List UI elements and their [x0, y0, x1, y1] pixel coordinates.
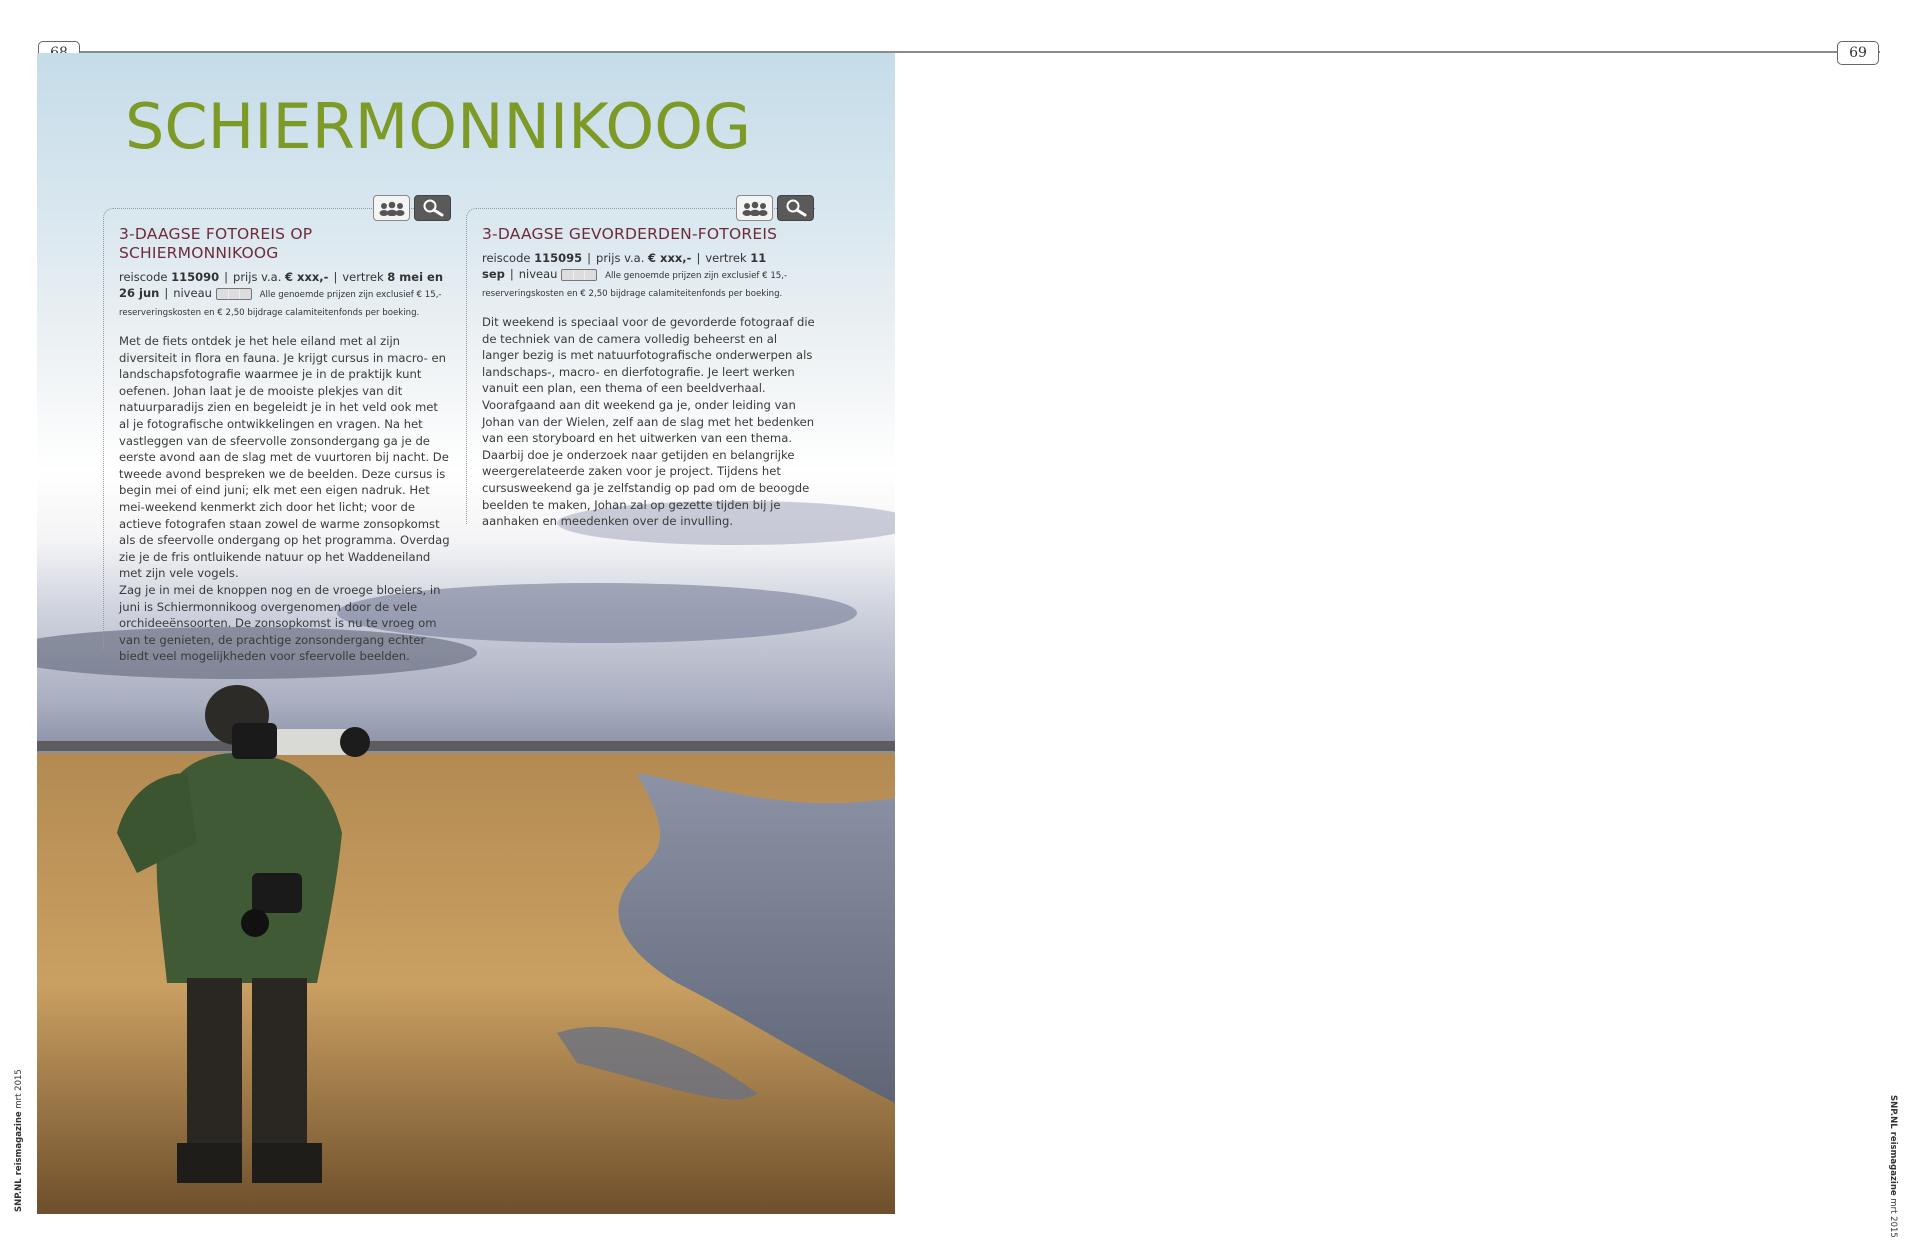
page-title: SCHIERMONNIKOOG	[125, 90, 752, 163]
article-2-icons	[736, 195, 814, 221]
group-icon[interactable]	[373, 195, 410, 221]
article-2-heading: 3-DAAGSE GEVORDERDEN-FOTOREIS	[482, 225, 778, 243]
article-2-prijs: € xxx,-	[648, 251, 692, 265]
article-1-vertrek: 8 mei en 26 jun	[119, 270, 444, 300]
article-2-reiscode: 115095	[534, 251, 583, 265]
article-2-body: Dit weekend is speciaal voor de gevorderde fotograaf die de techniek van de camera volledig beheerst en al langer bezig is met natuurfotografische onderwerpen als landschaps-, macro- en dierfotografie. Je leert werken vanuit een plan, een thema of een beeldverhaal. Voorafgaand aan dit weekend ga je, onder leiding van Johan van der Wielen, zelf aan de slag met het bedenken van een storyboard en het uitwerken van een thema. Daarbij doe je onderzoek naar getijden en belangrijke weergerelateerde zaken voor je project. Tijdens het cursusweekend ga je zelfstandig op pad om de beoogde beelden te maken, Johan zal op gezette tijden bij je aanhaken en meedenken over de invulling.	[482, 315, 815, 529]
article-1-heading: 3-DAAGSE FOTOREIS OP SCHIERMONNIKOOG	[119, 225, 313, 262]
article-1-body: Met de fiets ontdek je het hele eiland met al zijn diversiteit in flora en fauna. Je krijgt cursus in macro- en landschapsfotografie waarmee je in de praktijk kunt oefenen. Johan laat je de mooiste plekjes van dit natuurparadijs zien en begeleidt je in het veld ook met al je fotografische ontwikkelingen en vragen. Na het vastleggen van de sfeervolle zonsondergang ga je de eerste avond aan de slag met de vuurtoren bij nacht. De tweede avond bespreken we de beelden. Deze cursus is begin mei of eind juni; elk met een eigen nadruk. Het mei-weekend kenmerkt zich door het licht; voor de actieve fotografen staan zowel de warme zonsopkomst als de sfeervolle ondergang op het programma. Overdag zie je de fris ontluikende natuur op het Waddeneiland met zijn vele vogels. Zag je in mei de knoppen nog en de vroege bloeiers, in juni is Schiermonnikoog overgenomen door de vele orchideeënsoorten. De zonsopkomst is nu te vroeg om van te genieten, de prachtige zonsondergang echter biedt veel mogelijkheden voor sfeervolle beelden.	[119, 334, 450, 664]
article-card-2	[466, 208, 815, 529]
spine-right: SNP.NL reismagazine mrt 2015	[1888, 1095, 1898, 1238]
article-1-prijs: € xxx,-	[285, 270, 329, 284]
article-2-meta: reiscode 115095 | prijs v.a. € xxx,- | vertrek 11 sep | niveau Alle genoemde prijzen zijn exclusief € 15,- reserveringskosten en € 2,50 bijdrage calamiteitenfonds per boeking.	[482, 251, 788, 299]
article-1-price-note: Alle genoemde prijzen zijn exclusief € 15,- reserveringskosten en € 2,50 bijdrage calamiteitenfonds per boeking.	[119, 290, 442, 318]
article-1-icons	[373, 195, 451, 221]
article-2-vertrek: 11 sep	[482, 251, 767, 281]
magnifier-icon[interactable]	[414, 195, 451, 221]
article-1-reiscode: 115090	[171, 270, 220, 284]
niveau-indicator	[561, 269, 597, 281]
article-card-1	[103, 208, 450, 664]
group-icon[interactable]	[736, 195, 773, 221]
spine-left: SNP.NL reismagazine mrt 2015	[14, 1069, 24, 1212]
article-1-meta: reiscode 115090 | prijs v.a. € xxx,- | vertrek 8 mei en 26 jun | niveau Alle genoemde prijzen zijn exclusief € 15,- reserveringskosten en € 2,50 bijdrage calamiteitenfonds per boeking.	[119, 270, 444, 318]
page-number-right: 69	[1837, 41, 1879, 65]
niveau-indicator	[216, 288, 252, 300]
article-2-price-note: Alle genoemde prijzen zijn exclusief € 15,- reserveringskosten en € 2,50 bijdrage calamiteitenfonds per boeking.	[482, 271, 788, 299]
magnifier-icon[interactable]	[777, 195, 814, 221]
